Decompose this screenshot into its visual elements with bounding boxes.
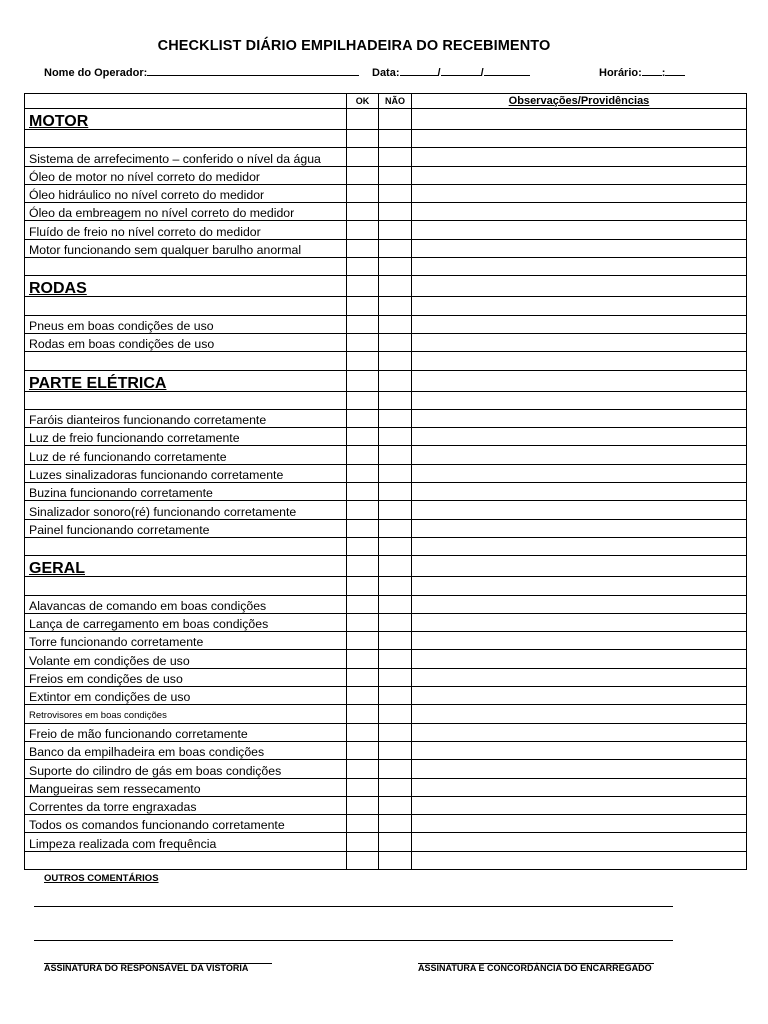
nao-checkbox-cell[interactable]	[379, 537, 412, 555]
nao-checkbox-cell[interactable]	[379, 409, 412, 427]
checklist-item-row	[25, 705, 747, 723]
ok-checkbox-cell[interactable]	[347, 723, 379, 741]
checklist-item-row	[25, 428, 747, 446]
operator-label: Nome do Operador:	[44, 67, 148, 79]
nao-checkbox-cell[interactable]	[379, 595, 412, 613]
checklist-item-label: Lança de carregamento em boas condições	[25, 613, 347, 631]
checklist-item-label: Freios em condições de uso	[25, 668, 347, 686]
ok-column-header: OK	[347, 94, 379, 109]
comment-line-1[interactable]	[34, 906, 673, 907]
operator-blank[interactable]	[147, 64, 359, 76]
checklist-item-row	[25, 464, 747, 482]
ok-checkbox-cell[interactable]	[347, 632, 379, 650]
checklist-item-row	[25, 668, 747, 686]
section-title: PARTE ELÉTRICA	[25, 370, 347, 391]
date-separator-2: /	[480, 67, 484, 79]
checklist-item-row	[25, 796, 747, 814]
signature-label-right: ASSINATURA E CONCORDÂNCIA DO ENCARREGADO	[418, 963, 652, 973]
checklist-item-row	[25, 239, 747, 257]
checklist-item-row	[25, 687, 747, 705]
observations-cell[interactable]	[412, 687, 747, 705]
spacer-item-cell	[25, 537, 347, 555]
checklist-item-row	[25, 650, 747, 668]
observations-cell[interactable]	[412, 705, 747, 723]
observations-cell[interactable]	[412, 760, 747, 778]
observations-cell[interactable]	[412, 537, 747, 555]
checklist-item-label: Suporte do cilindro de gás em boas condições	[25, 760, 347, 778]
ok-checkbox-cell[interactable]	[347, 166, 379, 184]
ok-checkbox-cell[interactable]	[347, 276, 379, 297]
nao-checkbox-cell[interactable]	[379, 851, 412, 869]
checklist-item-label: Volante em condições de uso	[25, 650, 347, 668]
observations-cell[interactable]	[412, 333, 747, 351]
checklist-item-row	[25, 613, 747, 631]
nao-checkbox-cell[interactable]	[379, 239, 412, 257]
checklist-item-label: Freio de mão funcionando corretamente	[25, 723, 347, 741]
ok-checkbox-cell[interactable]	[347, 258, 379, 276]
nao-checkbox-cell[interactable]	[379, 130, 412, 148]
checklist-item-row	[25, 203, 747, 221]
ok-checkbox-cell[interactable]	[347, 148, 379, 166]
observations-cell[interactable]	[412, 203, 747, 221]
observations-cell[interactable]	[412, 221, 747, 239]
checklist-item-label: Fluído de freio no nível correto do medidor	[25, 221, 347, 239]
ok-checkbox-cell[interactable]	[347, 851, 379, 869]
nao-checkbox-cell[interactable]	[379, 577, 412, 595]
checklist-table	[24, 93, 747, 870]
observations-cell[interactable]	[412, 815, 747, 833]
checklist-item-label: Mangueiras sem ressecamento	[25, 778, 347, 796]
nao-checkbox-cell[interactable]	[379, 760, 412, 778]
date-separator-1: /	[437, 67, 441, 79]
observations-cell[interactable]	[412, 650, 747, 668]
nao-checkbox-cell[interactable]	[379, 668, 412, 686]
ok-checkbox-cell[interactable]	[347, 315, 379, 333]
nao-checkbox-cell[interactable]	[379, 109, 412, 130]
ok-checkbox-cell[interactable]	[347, 184, 379, 202]
checklist-item-row	[25, 519, 747, 537]
signature-label-left: ASSINATURA DO RESPONSÁVEL DA VISTORIA	[44, 963, 249, 973]
checklist-item-label: Painel funcionando corretamente	[25, 519, 347, 537]
section-header-row	[25, 276, 747, 297]
observations-cell[interactable]	[412, 184, 747, 202]
checklist-item-label: Rodas em boas condições de uso	[25, 333, 347, 351]
nao-checkbox-cell[interactable]	[379, 166, 412, 184]
observations-cell[interactable]	[412, 239, 747, 257]
observations-cell[interactable]	[412, 166, 747, 184]
spacer-row	[25, 258, 747, 276]
blank-item-cell	[25, 130, 347, 148]
observations-cell[interactable]	[412, 130, 747, 148]
checklist-item-row	[25, 632, 747, 650]
ok-checkbox-cell[interactable]	[347, 519, 379, 537]
ok-checkbox-cell[interactable]	[347, 109, 379, 130]
observations-cell[interactable]	[412, 315, 747, 333]
spacer-row	[25, 537, 747, 555]
nao-checkbox-cell[interactable]	[379, 483, 412, 501]
nao-checkbox-cell[interactable]	[379, 391, 412, 409]
comment-line-2[interactable]	[34, 940, 673, 941]
checklist-item-label: Sistema de arrefecimento – conferido o nível da água	[25, 148, 347, 166]
section-title: RODAS	[25, 276, 347, 297]
time-minute-blank[interactable]	[665, 64, 685, 76]
observations-cell[interactable]	[412, 778, 747, 796]
ok-checkbox-cell[interactable]	[347, 556, 379, 577]
nao-checkbox-cell[interactable]	[379, 796, 412, 814]
observations-cell[interactable]	[412, 297, 747, 315]
time-separator: :	[661, 67, 666, 79]
spacer-row	[25, 851, 747, 869]
checklist-item-row	[25, 483, 747, 501]
nao-checkbox-cell[interactable]	[379, 370, 412, 391]
nao-checkbox-cell[interactable]	[379, 276, 412, 297]
observations-cell[interactable]	[412, 741, 747, 759]
ok-checkbox-cell[interactable]	[347, 833, 379, 851]
item-column-header	[25, 94, 347, 109]
ok-checkbox-cell[interactable]	[347, 352, 379, 370]
checklist-item-row	[25, 409, 747, 427]
checklist-item-label: Luz de ré funcionando corretamente	[25, 446, 347, 464]
ok-checkbox-cell[interactable]	[347, 221, 379, 239]
blank-item-cell	[25, 297, 347, 315]
nao-checkbox-cell[interactable]	[379, 815, 412, 833]
observations-cell[interactable]	[412, 446, 747, 464]
ok-checkbox-cell[interactable]	[347, 687, 379, 705]
checklist-item-label: Retrovisores em boas condições	[25, 705, 347, 723]
checklist-item-row	[25, 595, 747, 613]
ok-checkbox-cell[interactable]	[347, 815, 379, 833]
ok-checkbox-cell[interactable]	[347, 760, 379, 778]
nao-checkbox-cell[interactable]	[379, 519, 412, 537]
nao-checkbox-cell[interactable]	[379, 741, 412, 759]
checklist-item-row	[25, 815, 747, 833]
checklist-item-label: Luz de freio funcionando corretamente	[25, 428, 347, 446]
observations-cell[interactable]	[412, 501, 747, 519]
observations-cell[interactable]	[412, 851, 747, 869]
observations-cell[interactable]	[412, 370, 747, 391]
observations-cell[interactable]	[412, 258, 747, 276]
section-header-row	[25, 370, 747, 391]
ok-checkbox-cell[interactable]	[347, 595, 379, 613]
ok-checkbox-cell[interactable]	[347, 239, 379, 257]
nao-column-header: NÃO	[379, 94, 412, 109]
ok-checkbox-cell[interactable]	[347, 203, 379, 221]
section-title: MOTOR	[25, 109, 347, 130]
time-label: Horário:	[599, 67, 642, 79]
nao-checkbox-cell[interactable]	[379, 632, 412, 650]
checklist-item-label: Todos os comandos funcionando corretamente	[25, 815, 347, 833]
nao-checkbox-cell[interactable]	[379, 613, 412, 631]
checklist-item-row	[25, 315, 747, 333]
date-field[interactable]	[372, 64, 530, 79]
observations-cell[interactable]	[412, 577, 747, 595]
checklist-item-row	[25, 741, 747, 759]
observations-cell[interactable]	[412, 428, 747, 446]
nao-checkbox-cell[interactable]	[379, 428, 412, 446]
checklist-item-label: Limpeza realizada com frequência	[25, 833, 347, 851]
page-title: CHECKLIST DIÁRIO EMPILHADEIRA DO RECEBIMENTO	[157, 38, 551, 54]
nao-checkbox-cell[interactable]	[379, 705, 412, 723]
nao-checkbox-cell[interactable]	[379, 203, 412, 221]
observations-cell[interactable]	[412, 519, 747, 537]
checklist-item-label: Banco da empilhadeira em boas condições	[25, 741, 347, 759]
ok-checkbox-cell[interactable]	[347, 428, 379, 446]
blank-row	[25, 297, 747, 315]
observations-cell[interactable]	[412, 833, 747, 851]
checklist-item-label: Extintor em condições de uso	[25, 687, 347, 705]
observations-cell[interactable]	[412, 613, 747, 631]
checklist-item-row	[25, 148, 747, 166]
ok-checkbox-cell[interactable]	[347, 370, 379, 391]
nao-checkbox-cell[interactable]	[379, 315, 412, 333]
ok-checkbox-cell[interactable]	[347, 130, 379, 148]
ok-checkbox-cell[interactable]	[347, 333, 379, 351]
nao-checkbox-cell[interactable]	[379, 258, 412, 276]
checklist-item-label: Óleo hidráulico no nível correto do medidor	[25, 184, 347, 202]
ok-checkbox-cell[interactable]	[347, 297, 379, 315]
checklist-item-label: Óleo de motor no nível correto do medidor	[25, 166, 347, 184]
blank-row	[25, 577, 747, 595]
checklist-item-row	[25, 333, 747, 351]
checklist-item-label: Buzina funcionando corretamente	[25, 483, 347, 501]
observations-column-header: Observações/Providências	[412, 94, 747, 109]
nao-checkbox-cell[interactable]	[379, 446, 412, 464]
nao-checkbox-cell[interactable]	[379, 464, 412, 482]
column-header-row	[25, 94, 747, 109]
nao-checkbox-cell[interactable]	[379, 778, 412, 796]
checklist-item-row	[25, 166, 747, 184]
blank-row	[25, 130, 747, 148]
time-field[interactable]	[599, 64, 685, 79]
ok-checkbox-cell[interactable]	[347, 796, 379, 814]
nao-checkbox-cell[interactable]	[379, 297, 412, 315]
nao-checkbox-cell[interactable]	[379, 650, 412, 668]
observations-cell[interactable]	[412, 668, 747, 686]
observations-cell[interactable]	[412, 109, 747, 130]
ok-checkbox-cell[interactable]	[347, 668, 379, 686]
checklist-item-label: Motor funcionando sem qualquer barulho anormal	[25, 239, 347, 257]
observations-cell[interactable]	[412, 595, 747, 613]
checklist-item-row	[25, 778, 747, 796]
date-month-blank[interactable]	[441, 64, 481, 76]
nao-checkbox-cell[interactable]	[379, 352, 412, 370]
observations-cell[interactable]	[412, 632, 747, 650]
spacer-item-cell	[25, 851, 347, 869]
spacer-row	[25, 352, 747, 370]
nao-checkbox-cell[interactable]	[379, 833, 412, 851]
observations-cell[interactable]	[412, 352, 747, 370]
observations-cell[interactable]	[412, 409, 747, 427]
nao-checkbox-cell[interactable]	[379, 723, 412, 741]
blank-item-cell	[25, 577, 347, 595]
date-day-blank[interactable]	[400, 64, 438, 76]
section-header-row	[25, 109, 747, 130]
ok-checkbox-cell[interactable]	[347, 741, 379, 759]
observations-cell[interactable]	[412, 391, 747, 409]
ok-checkbox-cell[interactable]	[347, 483, 379, 501]
ok-checkbox-cell[interactable]	[347, 391, 379, 409]
section-header-row	[25, 556, 747, 577]
checklist-item-label: Faróis dianteiros funcionando corretamente	[25, 409, 347, 427]
observations-cell[interactable]	[412, 796, 747, 814]
ok-checkbox-cell[interactable]	[347, 537, 379, 555]
checklist-item-label: Correntes da torre engraxadas	[25, 796, 347, 814]
checklist-item-label: Pneus em boas condições de uso	[25, 315, 347, 333]
observations-cell[interactable]	[412, 276, 747, 297]
checklist-item-label: Sinalizador sonoro(ré) funcionando corretamente	[25, 501, 347, 519]
ok-checkbox-cell[interactable]	[347, 446, 379, 464]
ok-checkbox-cell[interactable]	[347, 778, 379, 796]
section-title: GERAL	[25, 556, 347, 577]
ok-checkbox-cell[interactable]	[347, 577, 379, 595]
spacer-item-cell	[25, 258, 347, 276]
nao-checkbox-cell[interactable]	[379, 333, 412, 351]
ok-checkbox-cell[interactable]	[347, 650, 379, 668]
nao-checkbox-cell[interactable]	[379, 501, 412, 519]
checklist-item-row	[25, 501, 747, 519]
observations-cell[interactable]	[412, 556, 747, 577]
checklist-item-label: Luzes sinalizadoras funcionando corretamente	[25, 464, 347, 482]
checklist-item-label: Óleo da embreagem no nível correto do medidor	[25, 203, 347, 221]
blank-item-cell	[25, 391, 347, 409]
observations-cell[interactable]	[412, 148, 747, 166]
checklist-item-row	[25, 221, 747, 239]
observations-cell[interactable]	[412, 483, 747, 501]
observations-cell[interactable]	[412, 723, 747, 741]
date-label: Data:	[372, 67, 400, 79]
ok-checkbox-cell[interactable]	[347, 464, 379, 482]
nao-checkbox-cell[interactable]	[379, 687, 412, 705]
comments-label: OUTROS COMENTÁRIOS	[44, 873, 159, 884]
time-hour-blank[interactable]	[642, 64, 662, 76]
nao-checkbox-cell[interactable]	[379, 148, 412, 166]
observations-cell[interactable]	[412, 464, 747, 482]
checklist-item-row	[25, 184, 747, 202]
checklist-item-row	[25, 833, 747, 851]
ok-checkbox-cell[interactable]	[347, 613, 379, 631]
ok-checkbox-cell[interactable]	[347, 501, 379, 519]
nao-checkbox-cell[interactable]	[379, 556, 412, 577]
ok-checkbox-cell[interactable]	[347, 409, 379, 427]
nao-checkbox-cell[interactable]	[379, 221, 412, 239]
checklist-item-label: Torre funcionando corretamente	[25, 632, 347, 650]
nao-checkbox-cell[interactable]	[379, 184, 412, 202]
blank-row	[25, 391, 747, 409]
checklist-item-row	[25, 723, 747, 741]
spacer-item-cell	[25, 352, 347, 370]
date-year-blank[interactable]	[484, 64, 530, 76]
checklist-item-row	[25, 760, 747, 778]
checklist-item-label: Alavancas de comando em boas condições	[25, 595, 347, 613]
checklist-item-row	[25, 446, 747, 464]
operator-field[interactable]	[44, 64, 359, 79]
ok-checkbox-cell[interactable]	[347, 705, 379, 723]
